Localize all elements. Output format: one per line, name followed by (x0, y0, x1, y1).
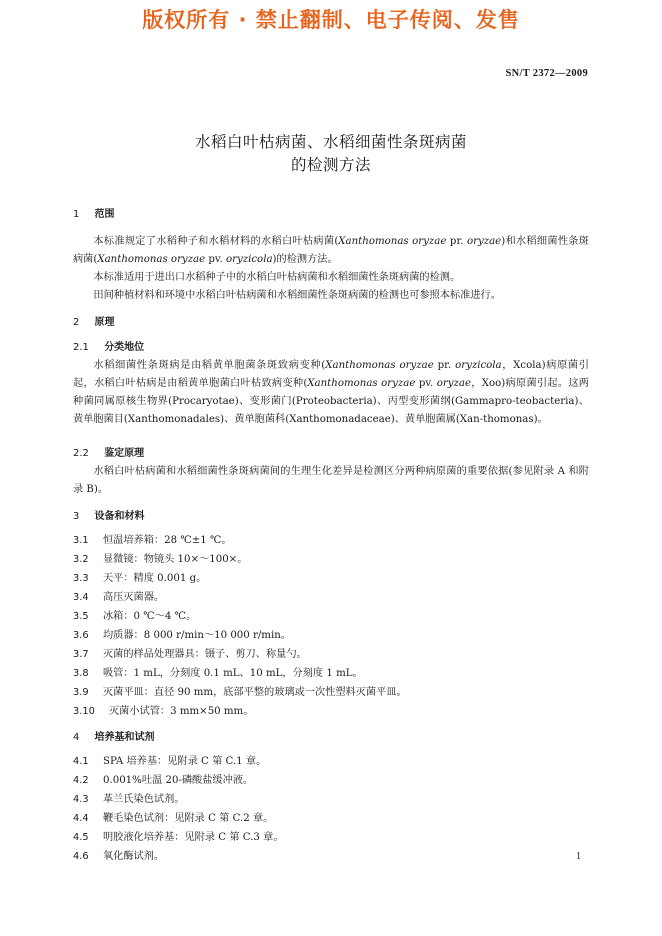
classification-paragraph: 水稻细菌性条斑病是由稻黄单胞菌条斑致病变种(Xanthomonas oryzae pr. oryzicola，Xcola)病原菌引起，水稻白叶枯病是由稻黄单胞菌白叶枯致病变种(Xanthomonas oryzae pv. oryzae，Xoo)病原菌引起。这两种菌同属原核生物界(Procaryotae)、变形菌门(Proteobacteria)、丙型变形菌纲(Gammapro-teobacteria)、黄单胞菌目(Xanthomonadales)、黄单胞菌科(Xanthomonadaceae)、黄单胞菌属(Xan-thomonas)。 (73, 360, 589, 425)
scope-paragraph-1: 本标准规定了水稻种子和水稻材料的水稻白叶枯病菌(Xanthomonas oryzae pr. oryzae)和水稻细菌性条斑病菌(Xanthomonas oryzae pv. oryzicola)的检测方法。 (73, 236, 589, 265)
section-number: 4 (73, 732, 80, 743)
section-1-heading (73, 206, 114, 224)
page-number: 1 (576, 851, 581, 862)
document-title-line2: 的检测方法 (290, 156, 371, 174)
reagent-item: 4.2 0.001%吐温 20-磷酸盐缓冲液。 (73, 775, 254, 786)
reagent-item: 4.5 明胶液化培养基：见附录 C 第 C.3 章。 (73, 832, 284, 843)
reagent-item: 4.6 氧化酶试剂。 (73, 851, 165, 862)
section-4-heading (73, 729, 154, 747)
subsection-number: 2.1 (73, 342, 89, 353)
reagent-item: 4.3 革兰氏染色试剂。 (73, 794, 185, 805)
section-2-heading (73, 314, 114, 332)
reagent-item: 4.1 SPA 培养基：见附录 C 第 C.1 章。 (73, 756, 267, 767)
section-number: 2 (73, 317, 80, 328)
reagent-item: 4.4 鞭毛染色试剂：见附录 C 第 C.2 章。 (73, 813, 274, 824)
equipment-item: 3.7 灭菌的样品处理器具：镊子、剪刀、称量勺。 (73, 649, 307, 660)
equipment-item: 3.5 冰箱：0 ℃～4 ℃。 (73, 611, 197, 622)
equipment-item: 3.3 天平：精度 0.001 g。 (73, 573, 207, 584)
equipment-item: 3.10 灭菌小试管：3 mm×50 mm。 (73, 706, 254, 717)
subsection-label: 鉴定原理 (104, 448, 145, 459)
section-label: 范围 (94, 209, 115, 220)
identification-paragraph: 水稻白叶枯病菌和水稻细菌性条斑病菌间的生理生化差异是检测区分两种病原菌的重要依据(参见附录 A 和附录 B)。 (73, 466, 589, 495)
standard-number: SN/T 2372—2009 (505, 68, 588, 79)
section-label: 设备和材料 (94, 511, 145, 522)
section-label: 原理 (94, 317, 115, 328)
equipment-item: 3.1 恒温培养箱：28 ℃±1 ℃。 (73, 535, 232, 546)
section-2-1-heading (73, 339, 144, 357)
section-number: 1 (73, 209, 80, 220)
section-number: 3 (73, 511, 80, 522)
equipment-item: 3.6 均质器：8 000 r/min～10 000 r/min。 (73, 630, 291, 641)
section-2-2-heading (73, 445, 144, 463)
equipment-item: 3.9 灭菌平皿：直径 90 mm，底部平整的玻璃或一次性塑料灭菌平皿。 (73, 687, 407, 698)
equipment-item: 3.4 高压灭菌器。 (73, 592, 165, 603)
section-3-heading (73, 508, 144, 526)
scope-paragraph-2: 本标准适用于进出口水稻种子中的水稻白叶枯病菌和水稻细菌性条斑病菌的检测。 (93, 272, 461, 283)
scope-paragraph-3: 田间种植材料和环境中水稻白叶枯病菌和水稻细菌性条斑病菌的检测也可参照本标准进行。 (93, 290, 501, 301)
subsection-number: 2.2 (73, 448, 89, 459)
subsection-label: 分类地位 (104, 342, 145, 353)
section-label: 培养基和试剂 (94, 732, 155, 743)
equipment-item: 3.2 显微镜：物镜头 10×～100×。 (73, 554, 248, 565)
document-title-line1: 水稻白叶枯病菌、水稻细菌性条斑病菌 (194, 133, 467, 151)
equipment-item: 3.8 吸管：1 mL，分刻度 0.1 mL、10 mL，分刻度 1 mL。 (73, 668, 363, 679)
copyright-banner: 版权所有 · 禁止翻制、电子传阅、发售 (142, 8, 520, 32)
